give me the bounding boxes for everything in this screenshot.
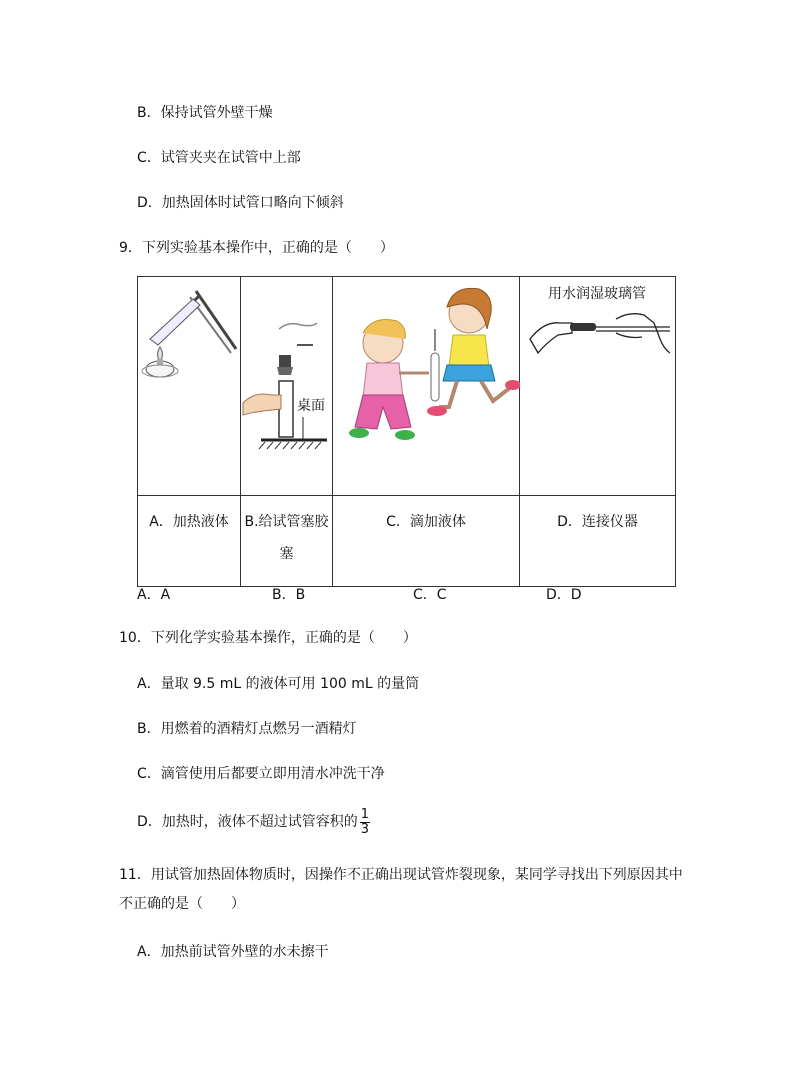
q11-stem-line1: 11．用试管加热固体物质时，因操作不正确出现试管炸裂现象，某同学寻找出下列原因其中	[119, 867, 683, 883]
q10-option-a: A．量取 9.5 mL 的液体可用 100 mL 的量筒	[137, 676, 420, 692]
q8-option-c: C．试管夹夹在试管中上部	[137, 150, 301, 166]
q10-option-b: B．用燃着的酒精灯点燃另一酒精灯	[137, 721, 357, 737]
caption-c: C．滴加液体	[333, 496, 520, 587]
q8-option-b: B．保持试管外壁干燥	[137, 105, 273, 121]
q9-answer-b: B．B	[272, 587, 306, 603]
q11-stem-line2: 不正确的是（ ）	[119, 896, 245, 912]
q10-option-d-text: D．加热时，液体不超过试管容积的	[137, 814, 358, 830]
fraction-denominator: 3	[360, 821, 370, 837]
fraction-one-third	[360, 808, 370, 837]
q9-answer-a: A．A	[137, 587, 171, 603]
q8-option-d: D．加热固体时试管口略向下倾斜	[137, 195, 344, 211]
girls-dropping-liquid-illustration	[333, 277, 520, 495]
connecting-tube-illustration	[520, 277, 676, 495]
q11-option-a: A．加热前试管外壁的水未擦干	[137, 944, 329, 960]
q10-option-d	[137, 806, 370, 838]
figure-b-stopper	[241, 277, 333, 496]
desk-label: 桌面	[297, 398, 325, 414]
caption-b-line1: B.给试管塞胶	[244, 514, 329, 530]
q10-stem: 10．下列化学实验基本操作，正确的是（ ）	[119, 630, 417, 646]
figure-a-heating-liquid	[138, 277, 241, 496]
caption-d: D．连接仪器	[520, 496, 676, 587]
q9-stem: 9．下列实验基本操作中，正确的是（ ）	[119, 240, 394, 256]
q9-answer-d: D．D	[546, 587, 582, 603]
stopper-illustration	[241, 277, 333, 495]
q9-figure-table	[137, 276, 676, 587]
q10-option-c: C．滴管使用后都要立即用清水冲洗干净	[137, 766, 385, 782]
caption-b	[241, 496, 333, 587]
figure-c-dropping-liquid	[333, 277, 520, 496]
fraction-numerator: 1	[360, 806, 370, 822]
wet-glass-tube-label: 用水润湿玻璃管	[548, 286, 646, 302]
q9-answer-c: C．C	[413, 587, 447, 603]
figure-d-connecting-apparatus	[520, 277, 676, 496]
caption-b-line2: 塞	[279, 546, 294, 562]
caption-a: A．加热液体	[138, 496, 241, 587]
heating-liquid-illustration	[138, 277, 241, 495]
